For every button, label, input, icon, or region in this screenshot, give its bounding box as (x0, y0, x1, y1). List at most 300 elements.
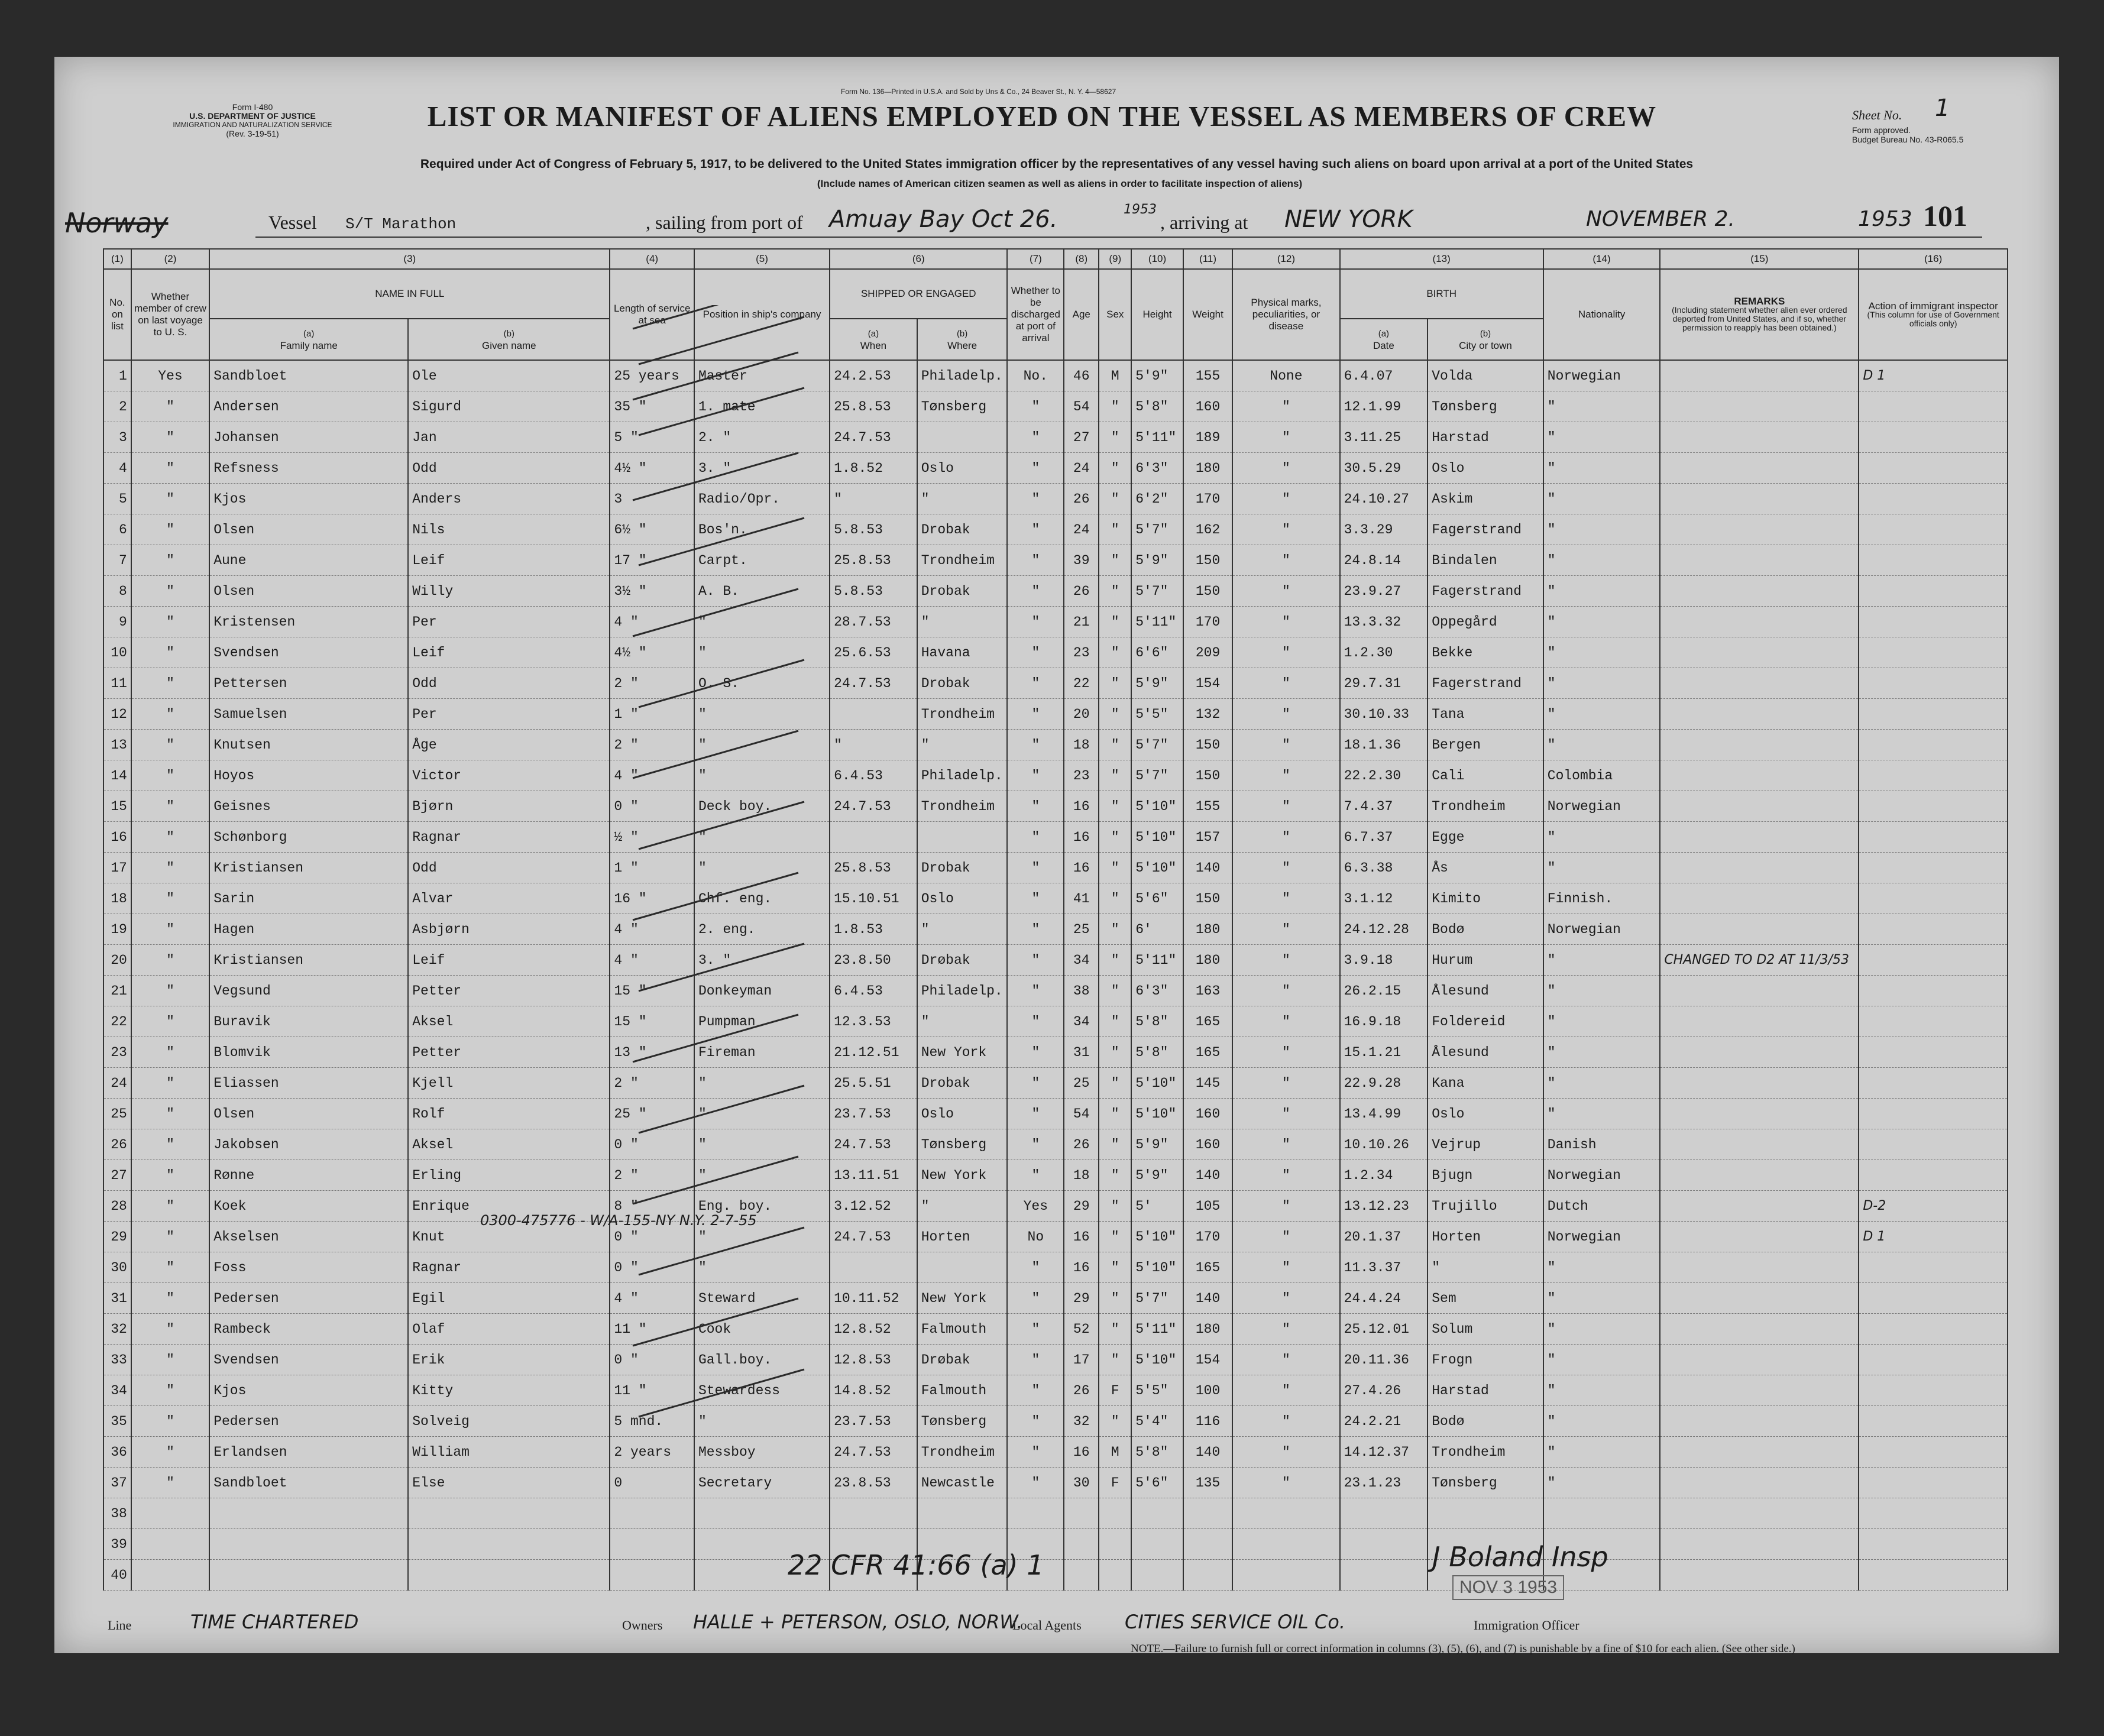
inspector-action-cell: D 1 (1859, 360, 2008, 391)
row-number-cell: 31 (103, 1283, 131, 1314)
given-name-cell: Alvar (408, 883, 610, 914)
sex-cell: " (1099, 1252, 1131, 1283)
inspector-action-cell (1859, 945, 2008, 976)
discharge-cell: " (1007, 730, 1064, 760)
height-cell: 5'11" (1131, 607, 1183, 637)
physical-marks-cell: " (1232, 1222, 1339, 1252)
position-cell: " (694, 1099, 830, 1129)
col-remarks-header (1660, 269, 1859, 360)
service-length-cell: 11 " (610, 1375, 694, 1406)
service-length-cell: 2 " (610, 730, 694, 760)
arrival-port: NEW YORK (1284, 206, 1413, 233)
sex-cell: " (1099, 422, 1131, 453)
given-name-cell: Victor (408, 760, 610, 791)
height-cell: 5'10" (1131, 1099, 1183, 1129)
table-row (103, 1252, 2008, 1283)
inspector-action-cell (1859, 1345, 2008, 1375)
line-label: Line (108, 1618, 132, 1633)
age-cell: 31 (1064, 1037, 1099, 1068)
weight-cell: 150 (1183, 545, 1233, 576)
remarks-cell (1660, 760, 1859, 791)
discharge-cell: " (1007, 545, 1064, 576)
birth-date-cell (1340, 1529, 1428, 1560)
position-cell: Bos'n. (694, 514, 830, 545)
remarks-cell (1660, 914, 1859, 945)
sex-cell: " (1099, 1068, 1131, 1099)
inspector-action-cell (1859, 607, 2008, 637)
inspector-signature: J Boland Insp (1432, 1541, 1608, 1573)
discharge-cell: " (1007, 699, 1064, 730)
agents-label: Local Agents (1012, 1618, 1082, 1633)
height-cell: 5'11" (1131, 422, 1183, 453)
shipped-when-cell: 23.7.53 (830, 1099, 917, 1129)
revision: (Rev. 3-19-51) (226, 129, 279, 138)
service-length-cell: 1 " (610, 853, 694, 883)
shipped-where-cell (917, 1498, 1008, 1529)
table-row (103, 607, 2008, 637)
service-length-cell: 5 mnd. (610, 1406, 694, 1437)
col-marker: (1) (103, 249, 131, 269)
nationality-cell: " (1543, 1437, 1660, 1468)
discharge-cell: " (1007, 1037, 1064, 1068)
row-number-cell: 7 (103, 545, 131, 576)
family-name-cell: Andersen (209, 391, 408, 422)
service-length-cell: 0 " (610, 1345, 694, 1375)
shipped-where-cell: Drøbak (917, 1345, 1008, 1375)
physical-marks-cell: " (1232, 1006, 1339, 1037)
position-cell: " (694, 1129, 830, 1160)
birth-date-cell: 3.3.29 (1340, 514, 1428, 545)
age-cell: 34 (1064, 1006, 1099, 1037)
birth-city-cell: Oppegård (1428, 607, 1543, 637)
shipped-when-cell: 24.7.53 (830, 668, 917, 699)
shipped-where-cell: Trondheim (917, 545, 1008, 576)
birth-date-cell (1340, 1560, 1428, 1591)
previous-voyage-cell: " (131, 453, 209, 484)
col-where-header: (b) Where (917, 319, 1008, 360)
table-row (103, 1375, 2008, 1406)
remarks-cell (1660, 484, 1859, 514)
vessel-label: Vessel (268, 212, 317, 233)
discharge-cell: " (1007, 1437, 1064, 1468)
form-number: Form I-480 (232, 102, 273, 112)
birth-date-cell: 24.8.14 (1340, 545, 1428, 576)
previous-voyage-cell: " (131, 514, 209, 545)
remarks-cell (1660, 1160, 1859, 1191)
birth-date-cell: 15.1.21 (1340, 1037, 1428, 1068)
birth-city-label: City or town (1459, 339, 1512, 351)
previous-voyage-cell: " (131, 576, 209, 607)
service-length-cell: 15 " (610, 1006, 694, 1037)
family-name-cell: Kristiansen (209, 853, 408, 883)
remarks-cell (1660, 1222, 1859, 1252)
birth-city-cell: Kana (1428, 1068, 1543, 1099)
family-name-cell (209, 1529, 408, 1560)
shipped-where-cell: Trondheim (917, 791, 1008, 822)
discharge-cell: " (1007, 576, 1064, 607)
row-number-cell: 8 (103, 576, 131, 607)
previous-voyage-cell: " (131, 760, 209, 791)
given-name-cell: Ole (408, 360, 610, 391)
nationality-cell: " (1543, 976, 1660, 1006)
discharge-cell: " (1007, 453, 1064, 484)
discharge-cell: " (1007, 883, 1064, 914)
remarks-title: REMARKS (1734, 296, 1785, 307)
family-name-cell: Geisnes (209, 791, 408, 822)
physical-marks-cell: " (1232, 1068, 1339, 1099)
shipped-where-cell: " (917, 607, 1008, 637)
remarks-cell (1660, 853, 1859, 883)
shipped-when-cell: 1.8.52 (830, 453, 917, 484)
nationality-cell: " (1543, 730, 1660, 760)
weight-cell: 162 (1183, 514, 1233, 545)
height-cell: 5'8" (1131, 391, 1183, 422)
previous-voyage-cell (131, 1560, 209, 1591)
nationality-cell: " (1543, 1406, 1660, 1437)
col-age-header: Age (1064, 269, 1099, 360)
nationality-cell: Dutch (1543, 1191, 1660, 1222)
shipped-where-cell: Drobak (917, 514, 1008, 545)
physical-marks-cell: " (1232, 760, 1339, 791)
shipped-where-cell (917, 822, 1008, 853)
birth-date-cell: 22.9.28 (1340, 1068, 1428, 1099)
previous-voyage-cell (131, 1529, 209, 1560)
service-length-cell: 25 years (610, 360, 694, 391)
position-cell: Fireman (694, 1037, 830, 1068)
sex-cell: " (1099, 607, 1131, 637)
height-cell: 5'9" (1131, 360, 1183, 391)
col-marker: (11) (1183, 249, 1233, 269)
when-label: When (860, 339, 887, 351)
position-cell: Eng. boy. (694, 1191, 830, 1222)
physical-marks-cell: " (1232, 822, 1339, 853)
height-cell: 5'11" (1131, 1314, 1183, 1345)
age-cell (1064, 1529, 1099, 1560)
birth-date-cell: 24.2.21 (1340, 1406, 1428, 1437)
sex-cell: " (1099, 1160, 1131, 1191)
age-cell: 16 (1064, 1222, 1099, 1252)
height-cell: 5'8" (1131, 1006, 1183, 1037)
family-name-cell: Kjos (209, 484, 408, 514)
discharge-cell: " (1007, 760, 1064, 791)
service-length-cell: 5 " (610, 422, 694, 453)
remarks-cell (1660, 1529, 1859, 1560)
family-name-label: Family name (280, 339, 338, 351)
previous-voyage-cell: " (131, 730, 209, 760)
shipped-where-cell (917, 1252, 1008, 1283)
birth-date-cell: 24.4.24 (1340, 1283, 1428, 1314)
position-cell: " (694, 822, 830, 853)
height-cell: 5'9" (1131, 668, 1183, 699)
row-number-cell: 16 (103, 822, 131, 853)
position-cell: Gall.boy. (694, 1345, 830, 1375)
remarks-cell (1660, 422, 1859, 453)
col-marker: (14) (1543, 249, 1660, 269)
family-name-cell (209, 1498, 408, 1529)
height-cell: 5'9" (1131, 1160, 1183, 1191)
table-row (103, 699, 2008, 730)
service-length-cell: 3½ " (610, 576, 694, 607)
position-cell: " (694, 699, 830, 730)
given-name-cell: Solveig (408, 1406, 610, 1437)
height-cell: 5'10" (1131, 1345, 1183, 1375)
weight-cell: 165 (1183, 1037, 1233, 1068)
inspector-action-cell (1859, 637, 2008, 668)
sheet-number: 1 (1935, 95, 1950, 122)
physical-marks-cell: " (1232, 883, 1339, 914)
birth-city-cell: Ålesund (1428, 976, 1543, 1006)
col-marker: (8) (1064, 249, 1099, 269)
weight-cell: 189 (1183, 422, 1233, 453)
service-length-cell: 0 (610, 1468, 694, 1498)
service-length-cell: 4 " (610, 607, 694, 637)
service-length-cell: 2 years (610, 1437, 694, 1468)
birth-city-cell: Sem (1428, 1283, 1543, 1314)
shipped-where-cell: Trondheim (917, 699, 1008, 730)
family-name-cell: Rambeck (209, 1314, 408, 1345)
table-row (103, 637, 2008, 668)
discharge-cell: No. (1007, 360, 1064, 391)
birth-city-cell: Fagerstrand (1428, 668, 1543, 699)
inspector-action-cell (1859, 791, 2008, 822)
given-name-cell: Odd (408, 453, 610, 484)
height-cell (1131, 1529, 1183, 1560)
age-cell: 24 (1064, 514, 1099, 545)
inspector-action-cell (1859, 668, 2008, 699)
age-cell: 16 (1064, 791, 1099, 822)
birth-city-cell: Trondheim (1428, 1437, 1543, 1468)
family-name-cell: Samuelsen (209, 699, 408, 730)
col-birth-city-header: (b) City or town (1428, 319, 1543, 360)
inspector-action-cell (1859, 822, 2008, 853)
table-row (103, 391, 2008, 422)
previous-voyage-cell: " (131, 1037, 209, 1068)
shipped-when-cell: 5.8.53 (830, 576, 917, 607)
table-row (103, 1345, 2008, 1375)
remarks-cell (1660, 699, 1859, 730)
discharge-cell: " (1007, 484, 1064, 514)
birth-date-cell: 23.9.27 (1340, 576, 1428, 607)
birth-date-cell (1340, 1498, 1428, 1529)
table-row (103, 1006, 2008, 1037)
col-when-header: (a) When (830, 319, 917, 360)
shipped-when-cell: 23.8.50 (830, 945, 917, 976)
remarks-cell (1660, 1314, 1859, 1345)
table-row (103, 576, 2008, 607)
shipped-where-cell: Newcastle (917, 1468, 1008, 1498)
position-cell: Chf. eng. (694, 883, 830, 914)
shipped-where-cell: Philadelp. (917, 360, 1008, 391)
action-title: Action of immigrant inspector (1868, 300, 1998, 312)
weight-cell: 105 (1183, 1191, 1233, 1222)
given-name-cell: Odd (408, 853, 610, 883)
discharge-cell: " (1007, 422, 1064, 453)
nationality-cell: Colombia (1543, 760, 1660, 791)
previous-voyage-cell: Yes (131, 360, 209, 391)
shipped-where-cell: " (917, 484, 1008, 514)
given-name-cell: William (408, 1437, 610, 1468)
position-cell: " (694, 1160, 830, 1191)
sex-cell: " (1099, 576, 1131, 607)
col-nationality-header: Nationality (1543, 269, 1660, 360)
remarks-cell (1660, 822, 1859, 853)
age-cell: 16 (1064, 822, 1099, 853)
inspector-action-cell (1859, 1529, 2008, 1560)
row-number-cell: 25 (103, 1099, 131, 1129)
birth-date-cell: 6.7.37 (1340, 822, 1428, 853)
height-cell (1131, 1498, 1183, 1529)
shipped-when-cell: 24.7.53 (830, 791, 917, 822)
service-length-cell: 4 " (610, 914, 694, 945)
remarks-cell (1660, 360, 1859, 391)
inspector-action-cell (1859, 1283, 2008, 1314)
shipped-where-cell: Philadelp. (917, 976, 1008, 1006)
previous-voyage-cell: " (131, 1068, 209, 1099)
position-cell: " (694, 730, 830, 760)
birth-date-cell: 3.1.12 (1340, 883, 1428, 914)
birth-date-cell: 27.4.26 (1340, 1375, 1428, 1406)
discharge-cell: " (1007, 914, 1064, 945)
service-length-cell: 16 " (610, 883, 694, 914)
shipped-when-cell (830, 822, 917, 853)
previous-voyage-cell: " (131, 607, 209, 637)
weight-cell: 160 (1183, 1099, 1233, 1129)
age-cell: 21 (1064, 607, 1099, 637)
officer-label: Immigration Officer (1474, 1618, 1579, 1633)
sex-cell: " (1099, 1006, 1131, 1037)
sex-cell: " (1099, 1283, 1131, 1314)
shipped-when-cell (830, 1252, 917, 1283)
family-name-cell: Olsen (209, 576, 408, 607)
remarks-cell (1660, 576, 1859, 607)
col-family-name-header: (a) Family name (209, 319, 408, 360)
row-number-cell: 28 (103, 1191, 131, 1222)
weight-cell: 154 (1183, 668, 1233, 699)
birth-date-cell: 30.10.33 (1340, 699, 1428, 730)
col-given-name-header: (b) Given name (408, 319, 610, 360)
previous-voyage-cell: " (131, 545, 209, 576)
remarks-cell (1660, 1129, 1859, 1160)
family-name-cell: Vegsund (209, 976, 408, 1006)
height-cell (1131, 1560, 1183, 1591)
remarks-cell (1660, 545, 1859, 576)
nationality-cell: " (1543, 853, 1660, 883)
previous-voyage-cell: " (131, 1006, 209, 1037)
row-number-cell: 40 (103, 1560, 131, 1591)
position-cell: Donkeyman (694, 976, 830, 1006)
sex-cell (1099, 1529, 1131, 1560)
nationality-cell: " (1543, 1314, 1660, 1345)
table-row (103, 668, 2008, 699)
discharge-cell: " (1007, 1345, 1064, 1375)
shipped-where-cell: Havana (917, 637, 1008, 668)
nationality-cell: " (1543, 1099, 1660, 1129)
position-cell: A. B. (694, 576, 830, 607)
inspector-action-cell (1859, 453, 2008, 484)
shipped-when-cell: 13.11.51 (830, 1160, 917, 1191)
nationality-cell: " (1543, 1252, 1660, 1283)
sex-cell: M (1099, 360, 1131, 391)
service-length-cell (610, 1529, 694, 1560)
table-row (103, 853, 2008, 883)
nationality-cell: " (1543, 514, 1660, 545)
col-marks-header: Physical marks, peculiarities, or disease (1232, 269, 1339, 360)
manifest-sheet (54, 57, 2059, 1653)
shipped-when-cell (830, 1498, 917, 1529)
discharge-cell: " (1007, 668, 1064, 699)
family-name-cell: Pedersen (209, 1406, 408, 1437)
physical-marks-cell: " (1232, 853, 1339, 883)
col-marker: (15) (1660, 249, 1859, 269)
previous-voyage-cell: " (131, 1160, 209, 1191)
age-cell: 18 (1064, 730, 1099, 760)
position-cell: Cook (694, 1314, 830, 1345)
service-length-cell: 1 " (610, 699, 694, 730)
height-cell: 6'3" (1131, 453, 1183, 484)
birth-date-cell: 12.1.99 (1340, 391, 1428, 422)
physical-marks-cell: " (1232, 484, 1339, 514)
nationality-cell: " (1543, 945, 1660, 976)
remarks-cell (1660, 607, 1859, 637)
physical-marks-cell (1232, 1498, 1339, 1529)
height-cell: 5'4" (1131, 1406, 1183, 1437)
remarks-cell (1660, 1375, 1859, 1406)
sex-cell: " (1099, 1129, 1131, 1160)
physical-marks-cell: " (1232, 514, 1339, 545)
weight-cell: 163 (1183, 976, 1233, 1006)
shipped-where-cell: Tønsberg (917, 1129, 1008, 1160)
physical-marks-cell: " (1232, 730, 1339, 760)
printer-line: Form No. 136—Printed in U.S.A. and Sold by Uns & Co., 24 Beaver St., N. Y. 4—58627 (841, 88, 1116, 96)
inspector-action-cell (1859, 730, 2008, 760)
shipped-when-cell: 15.10.51 (830, 883, 917, 914)
position-cell: " (694, 853, 830, 883)
previous-voyage-cell: " (131, 1314, 209, 1345)
birth-city-cell: " (1428, 1252, 1543, 1283)
age-cell: 23 (1064, 760, 1099, 791)
nationality-cell: " (1543, 1006, 1660, 1037)
position-cell: 2. eng. (694, 914, 830, 945)
inspector-action-cell (1859, 576, 2008, 607)
row-number-cell: 32 (103, 1314, 131, 1345)
position-cell: Stewardess (694, 1375, 830, 1406)
sex-cell: M (1099, 1437, 1131, 1468)
inspector-action-cell (1859, 422, 2008, 453)
inspector-action-cell (1859, 1099, 2008, 1129)
age-cell: 32 (1064, 1406, 1099, 1437)
shipped-where-cell: Philadelp. (917, 760, 1008, 791)
shipped-when-cell: 24.7.53 (830, 1222, 917, 1252)
physical-marks-cell: " (1232, 1099, 1339, 1129)
row-number-cell: 5 (103, 484, 131, 514)
service-length-cell: 4½ " (610, 637, 694, 668)
birth-date-cell: 13.4.99 (1340, 1099, 1428, 1129)
shipped-when-cell: 25.8.53 (830, 853, 917, 883)
remarks-cell (1660, 1406, 1859, 1437)
weight-cell (1183, 1529, 1233, 1560)
sheet-label: Sheet No. (1852, 108, 1902, 122)
family-name-cell: Koek (209, 1191, 408, 1222)
birth-date-cell: 29.7.31 (1340, 668, 1428, 699)
height-cell: 5'10" (1131, 1068, 1183, 1099)
shipped-when-cell: 1.8.53 (830, 914, 917, 945)
physical-marks-cell: " (1232, 576, 1339, 607)
service-length-cell: 4 " (610, 945, 694, 976)
family-name-cell: Olsen (209, 514, 408, 545)
budget-block (1852, 125, 1963, 144)
col-height-header: Height (1131, 269, 1183, 360)
age-cell: 18 (1064, 1160, 1099, 1191)
